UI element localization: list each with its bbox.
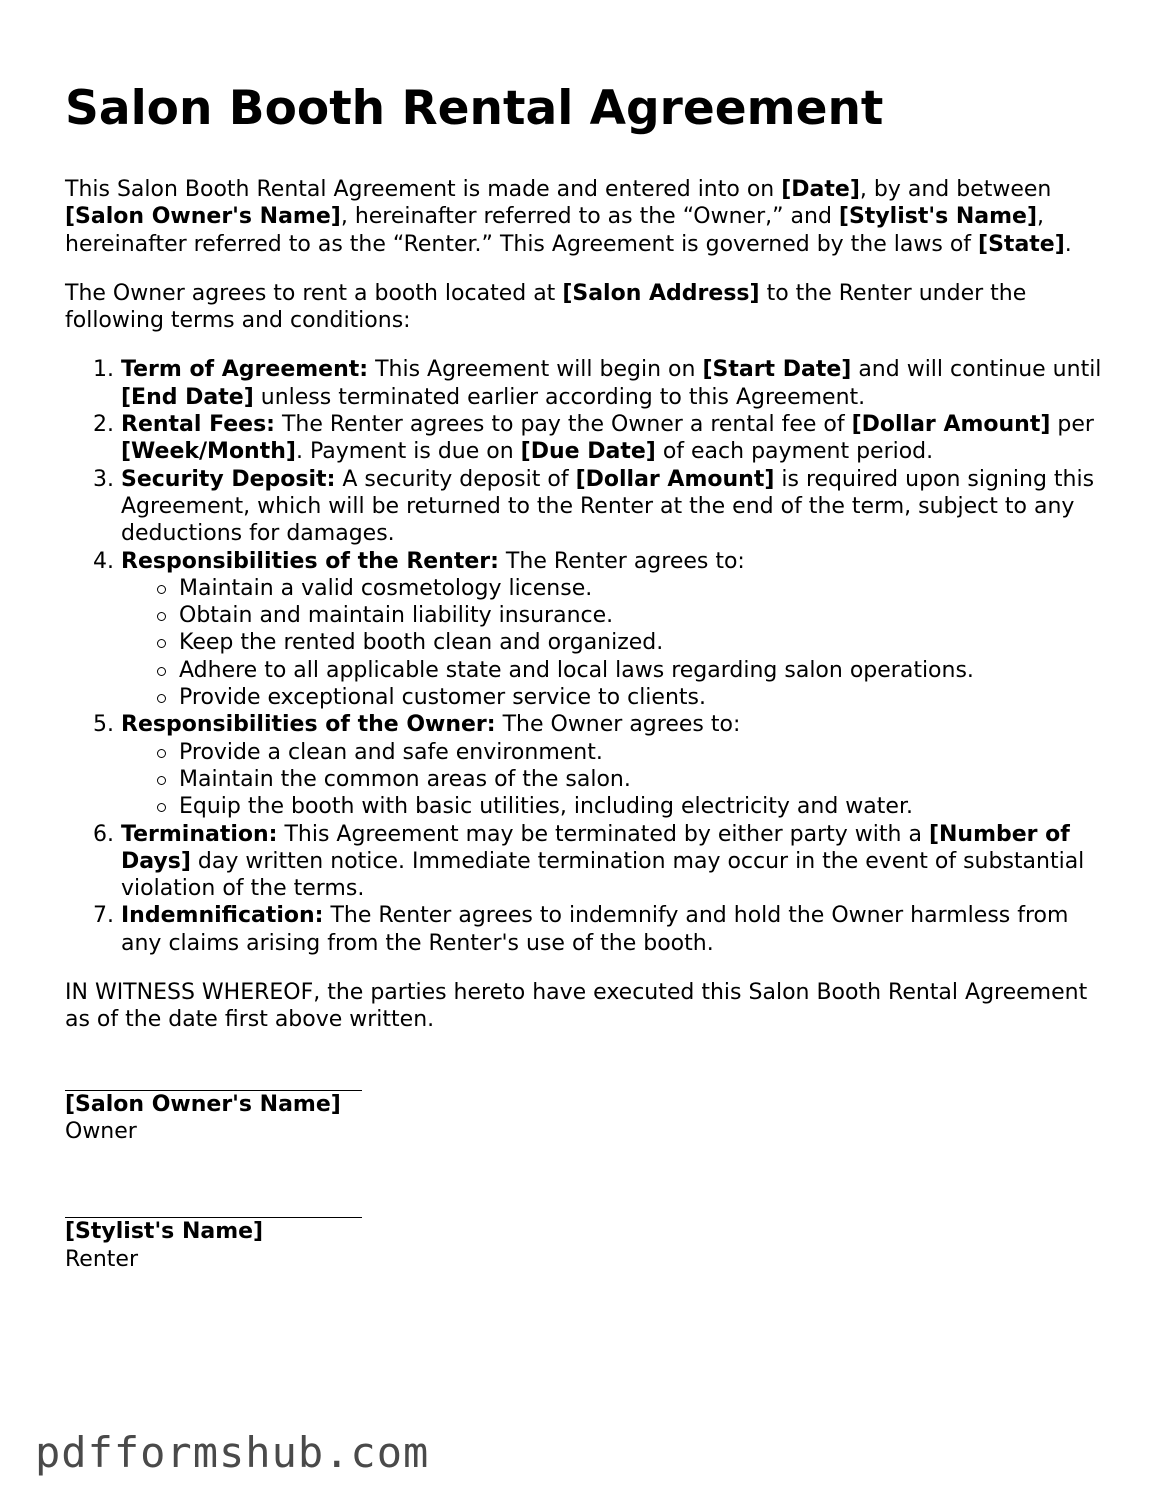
rental-fees: 2. Rental Fees: The Renter agrees to pay the Owner a rental fee of [Dollar Amount] per [Week/Month]. Payment is due on [Due Date] of each payment period.: [121, 411, 1105, 466]
list-item: Provide a clean and safe environment.: [179, 739, 1105, 766]
stylist-signature-block: [65, 1195, 1105, 1273]
list-item: Obtain and maintain liability insurance.: [179, 602, 1105, 629]
stylist-signature-name: [Stylist's Name]: [65, 1219, 264, 1245]
renter-responsibilities-list: [121, 575, 1105, 711]
security-deposit: 3. Security Deposit: A security deposit of [Dollar Amount] is required upon signing this Agreement, which will be returned to the Renter at the end of the term, subject to any deductions for damages.: [121, 466, 1105, 548]
renter-responsibilities: 4. Responsibilities of the Renter: The Renter agrees to: Maintain a valid cosmetology license. Obtain and maintain liability insurance. Keep the rented booth clean and organized. Adhere to all applicable state and local laws regarding salon operations. Provide exceptional customer service to clients.: [121, 548, 1105, 712]
list-item: Equip the booth with basic utilities, including electricity and water.: [179, 793, 1105, 820]
list-item: Maintain the common areas of the salon.: [179, 766, 1105, 793]
owner-signature-name: [Salon Owner's Name]: [65, 1091, 341, 1117]
intro-paragraph: This Salon Booth Rental Agreement is made and entered into on [Date], by and between [Salon Owner's Name], hereinafter referred to as the “Owner,” and [Stylist's Name], hereinafter referred to as the “Renter.” This Agreement is governed by the laws of [State].: [65, 177, 1072, 257]
address-placeholder: [Salon Address]: [562, 280, 760, 306]
list-item: Keep the rented booth clean and organized.: [179, 629, 1105, 656]
rent-paragraph: The Owner agrees to rent a booth located at [Salon Address] to the Renter under the following terms and conditions:: [65, 280, 1027, 334]
stylist-name-placeholder: [Stylist's Name]: [838, 204, 1038, 230]
date-placeholder: [Date]: [781, 177, 860, 202]
list-item: Maintain a valid cosmetology license.: [179, 575, 1105, 602]
owner-signature-role: Owner: [65, 1118, 137, 1144]
indemnification: 7. Indemnification: The Renter agrees to indemnify and hold the Owner harmless from any claims arising from the Renter's use of the booth.: [121, 902, 1105, 957]
termination: 6. Termination: This Agreement may be terminated by either party with a [Number of Days] day written notice. Immediate termination may occur in the event of substantial violation of the terms.: [121, 821, 1105, 903]
owner-signature-block: [65, 1068, 1105, 1146]
state-placeholder: [State]: [978, 231, 1065, 257]
signature-section: [65, 1068, 1105, 1273]
list-item: Provide exceptional customer service to clients.: [179, 684, 1105, 711]
owner-name-placeholder: [Salon Owner's Name]: [65, 204, 341, 230]
owner-responsibilities-list: [121, 739, 1105, 821]
witness-paragraph: IN WITNESS WHEREOF, the parties hereto have executed this Salon Booth Rental Agreement as of the date first above written.: [65, 980, 1088, 1033]
terms-list: [65, 356, 1105, 957]
stylist-signature-role: Renter: [65, 1246, 138, 1272]
watermark-footer: pdfformshub.com: [35, 1428, 430, 1477]
document-title: Salon Booth Rental Agreement: [65, 81, 884, 136]
list-item: Adhere to all applicable state and local laws regarding salon operations.: [179, 657, 1105, 684]
term-of-agreement: 1. Term of Agreement: This Agreement will begin on [Start Date] and will continue until [End Date] unless terminated earlier according to this Agreement.: [121, 356, 1105, 411]
stylist-signature-line: [65, 1195, 362, 1218]
owner-responsibilities: 5. Responsibilities of the Owner: The Owner agrees to: Provide a clean and safe environment. Maintain the common areas of the salon. Equip the booth with basic utilities, including electricity and water.: [121, 711, 1105, 820]
document-page: [65, 78, 1105, 1273]
owner-signature-line: [65, 1068, 362, 1091]
